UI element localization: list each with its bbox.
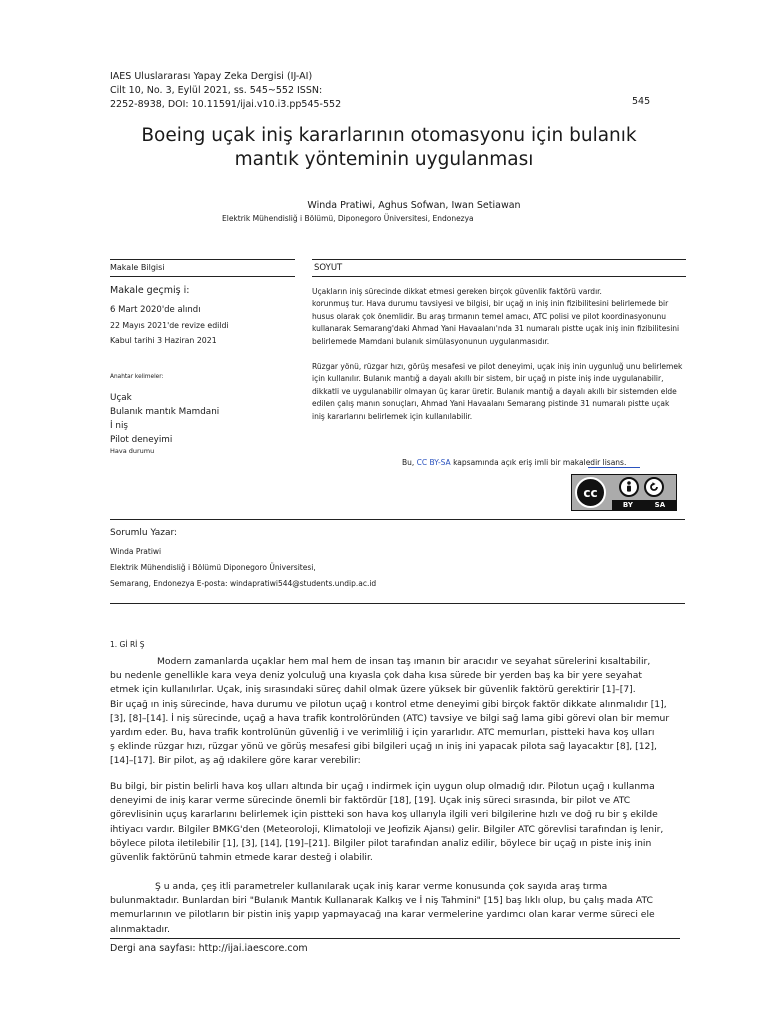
corresponding-heading: Sorumlu Yazar: [110,528,178,538]
share-alike-icon [644,477,664,497]
body-line: deneyimi de iniş karar verme sürecinde önemli bir faktördür [18], [19]. Uçak iniş süreci sırasında, bir pilot ve ATC [110,795,631,807]
intro-paragraph-2 [110,780,685,865]
body-line: Ş u anda, çeş itli parametreler kullanılarak uçak iniş karar verme konusunda çok sayıda araş tırma [155,881,608,892]
keyword: Pilot deneyimi [110,435,173,445]
page-number: 545 [632,96,651,107]
abstract-line: için kullanılır. Bulanık mantığ a dayalı akıllı bir sistem, bir uçağ ın piste iniş inde uygulanabilir, [312,374,664,384]
license-suffix: kapsamında açık eriş imli bir makaledir lisans. [450,458,627,467]
journal-name: IAES Uluslararası Yapay Zeka Dergisi (IJ-AI) [110,71,313,82]
body-line: yardım eder. Bu, hava trafik kontrolünün güvenliğ i ve verimliliğ i için yararlıdır. ATC memurları, pistteki hava koş ulları [110,727,655,739]
volume-line: Cilt 10, No. 3, Eylül 2021, ss. 545~552 ISSN: [110,85,323,96]
body-line: [3], [8]–[14]. İ niş sürecinde, uçağ a hava trafik kontrolöründen (ATC) tavsiye ve bilgi sağ lama gibi görevi olan bir memur [110,712,670,724]
body-line: böylece pilota iletilebilir [1], [3], [14], [19]–[21]. Bilgiler pilot tarafından analiz edilir, böylece bir uçağ ın piste iniş inin [110,837,652,849]
keywords-label: Anahtar kelimeler: [110,374,164,380]
abstract-mid-rule [312,276,686,277]
abstract-line: dikkatli ve uygulanabilir olmayan üç karar üretir. Bulanık mantığ a dayalı akıllı bir sistemden elde [312,386,677,396]
accepted-date: Kabul tarihi 3 Haziran 2021 [110,336,217,345]
body-line: Bu bilgi, bir pistin belirli hava koş ulları altında bir uçağ ı indirmek için uygun olup olmadığ ıdır. Pilotun uçağ ı kullanma [110,781,655,792]
corresponding-rule [110,603,685,604]
abstract-line: belirlemede Mamdani bulanık simülasyonunun uygulanmasıdır. [312,336,550,346]
abstract-line: Uçakların iniş sürecinde dikkat etmesi gereken birçok güvenlik faktörü vardır. [312,287,602,296]
keyword-list [110,391,219,456]
paper-title [0,124,768,172]
abstract-heading: SOYUT [314,263,343,273]
license-underline [588,467,640,468]
badge-strip [612,500,676,510]
by-label: BY [622,501,633,509]
keyword: Hava durumu [110,447,155,455]
journal-homepage[interactable]: Dergi ana sayfası: http://ijai.iaescore.com [110,943,308,954]
title-line-1: Boeing uçak iniş kararlarının otomasyonu için bulanık [141,125,637,146]
abstract-top-rule [312,259,686,260]
sa-label: SA [654,501,666,509]
abstract-line: kullanarak Semarang'daki Ahmad Yani Havaalanı'nda 31 numaralı pistte uçak iniş inin fizibilitesini [312,324,680,334]
journal-header [110,70,341,112]
body-line: bulunmaktadır. Bunlardan biri "Bulanık Mantık Kullanarak Kalkış ve İ niş Tahmini" [15] baş lıklı olup, bu çalış mada ATC [110,895,653,907]
abstract-paragraph-1 [312,286,684,348]
keyword: Bulanık mantık Mamdani [110,407,220,417]
corresponding-name: Winda Pratiwi [110,547,162,556]
share-alike-arrow-icon [648,481,660,493]
footer-rule [110,938,680,939]
info-bottom-rule [110,519,685,520]
body-line: ş eklinde rüzgar hızı, rüzgar yönü ve görüş mesafesi gibi bilgileri uçağ ın iniş ini yapacak pilota sağ layacaktır [8], [12], [110,741,657,753]
abstract-line: Rüzgar yönü, rüzgar hızı, görüş mesafesi ve pilot deneyimi, uçak iniş inin uygunluğ unu belirlemek [312,362,683,371]
body-line: güvenlik faktörünü tahmin etmede karar desteğ i olabilir. [110,852,373,864]
body-line: etmek için kullanılırlar. Uçak, iniş sırasındaki süreç dahil olmak üzere yüksek bir güvenlik faktörü gerektirir [1]–[7]. [110,684,636,696]
attribution-person-icon [619,477,639,497]
keyword: İ niş [110,421,128,431]
abstract-line: husus olarak çok önemlidir. Bu araş tırmanın temel amacı, ATC polisi ve pilot koordinasyonunu [312,311,666,321]
section-heading: 1. Gİ Rİ Ş [110,640,145,649]
body-line: görevlisinin uçuş kararlarını belirlemek için pistteki son hava koş ullarıyla ilgili veri bilgilerine hızlı ve doğ ru bir ş ekilde [110,809,658,821]
info-top-rule [110,259,295,260]
corresponding-address: Semarang, Endonezya E-posta: windapratiwi544@students.undip.ac.id [110,579,377,588]
article-info-heading: Makale Bilgisi [110,263,165,272]
info-mid-rule [110,276,295,277]
abstract-line: edilen çalış manın sonuçları, Ahmad Yani Havaalanı Semarang pistinde 31 numaralı pistte uçak [312,399,670,409]
revised-date: 22 Mayıs 2021'de revize edildi [110,321,229,330]
cc-by-sa-badge[interactable] [571,474,677,511]
cc-by-sa-link[interactable]: CC BY-SA [416,458,451,467]
received-date: 6 Mart 2020'de alındı [110,305,201,315]
corresponding-dept: Elektrik Mühendisliğ i Bölümü Diponegoro Üniversitesi, [110,563,316,572]
author-list: Winda Pratiwi, Aghus Sofwan, Iwan Setiawan [307,200,521,211]
license-prefix: Bu, [402,458,417,467]
body-line: ihtiyacı vardır. Bilgiler BMKG'den (Meteoroloji, Klimatoloji ve Jeofizik Ajansı) gelir. Bilgiler ATC görevlisi tarafından iş lenir, [110,823,664,835]
abstract-paragraph-2 [312,361,684,423]
body-line: bu nedenle genellikle kara veya deniz yolculuğ una kıyasla çok daha kısa sürede bir yerden baş ka bir yere seyahat [110,670,642,682]
affiliation: Elektrik Mühendisliğ i Bölümü, Diponegoro Üniversitesi, Endonezya [222,214,474,223]
body-line: memurlarının ve pilotların bir pistin iniş yapıp yapmayacağ ına karar vermelerine yardımcı olan karar verme süreci ele alınmaktadır. [110,909,655,935]
body-line: [14]–[17]. Bir pilot, aş ağ ıdakilere göre karar verebilir: [110,755,361,767]
intro-paragraph-3 [110,880,685,937]
abstract-line: korunmuş tur. Hava durumu tavsiyesi ve bilgisi, bir uçağ ın iniş inin fizibilitesini belirlemede bir [312,299,669,309]
cc-text: cc [583,485,598,500]
intro-paragraph-1 [110,655,685,769]
body-line: Modern zamanlarda uçaklar hem mal hem de insan taş ımanın bir aracıdır ve seyahat sürelerini kısaltabilir, [157,656,651,667]
title-line-2: mantık yönteminin uygulanması [234,149,534,170]
license-statement [402,458,626,467]
cc-logo-icon [575,477,606,508]
body-line: Bir uçağ ın iniş sürecinde, hava durumu ve pilotun uçağ ı kontrol etme deneyimi gibi birçok faktör dikkate alınmalıdır [1], [110,698,667,710]
person-icon [624,481,634,493]
keyword: Uçak [110,393,132,403]
history-label: Makale geçmiş i: [110,285,190,296]
issn-doi: 2252-8938, DOI: 10.11591/ijai.v10.i3.pp545-552 [110,99,342,110]
abstract-line: iniş kararlarını belirlemek için kullanılabilir. [312,411,473,421]
